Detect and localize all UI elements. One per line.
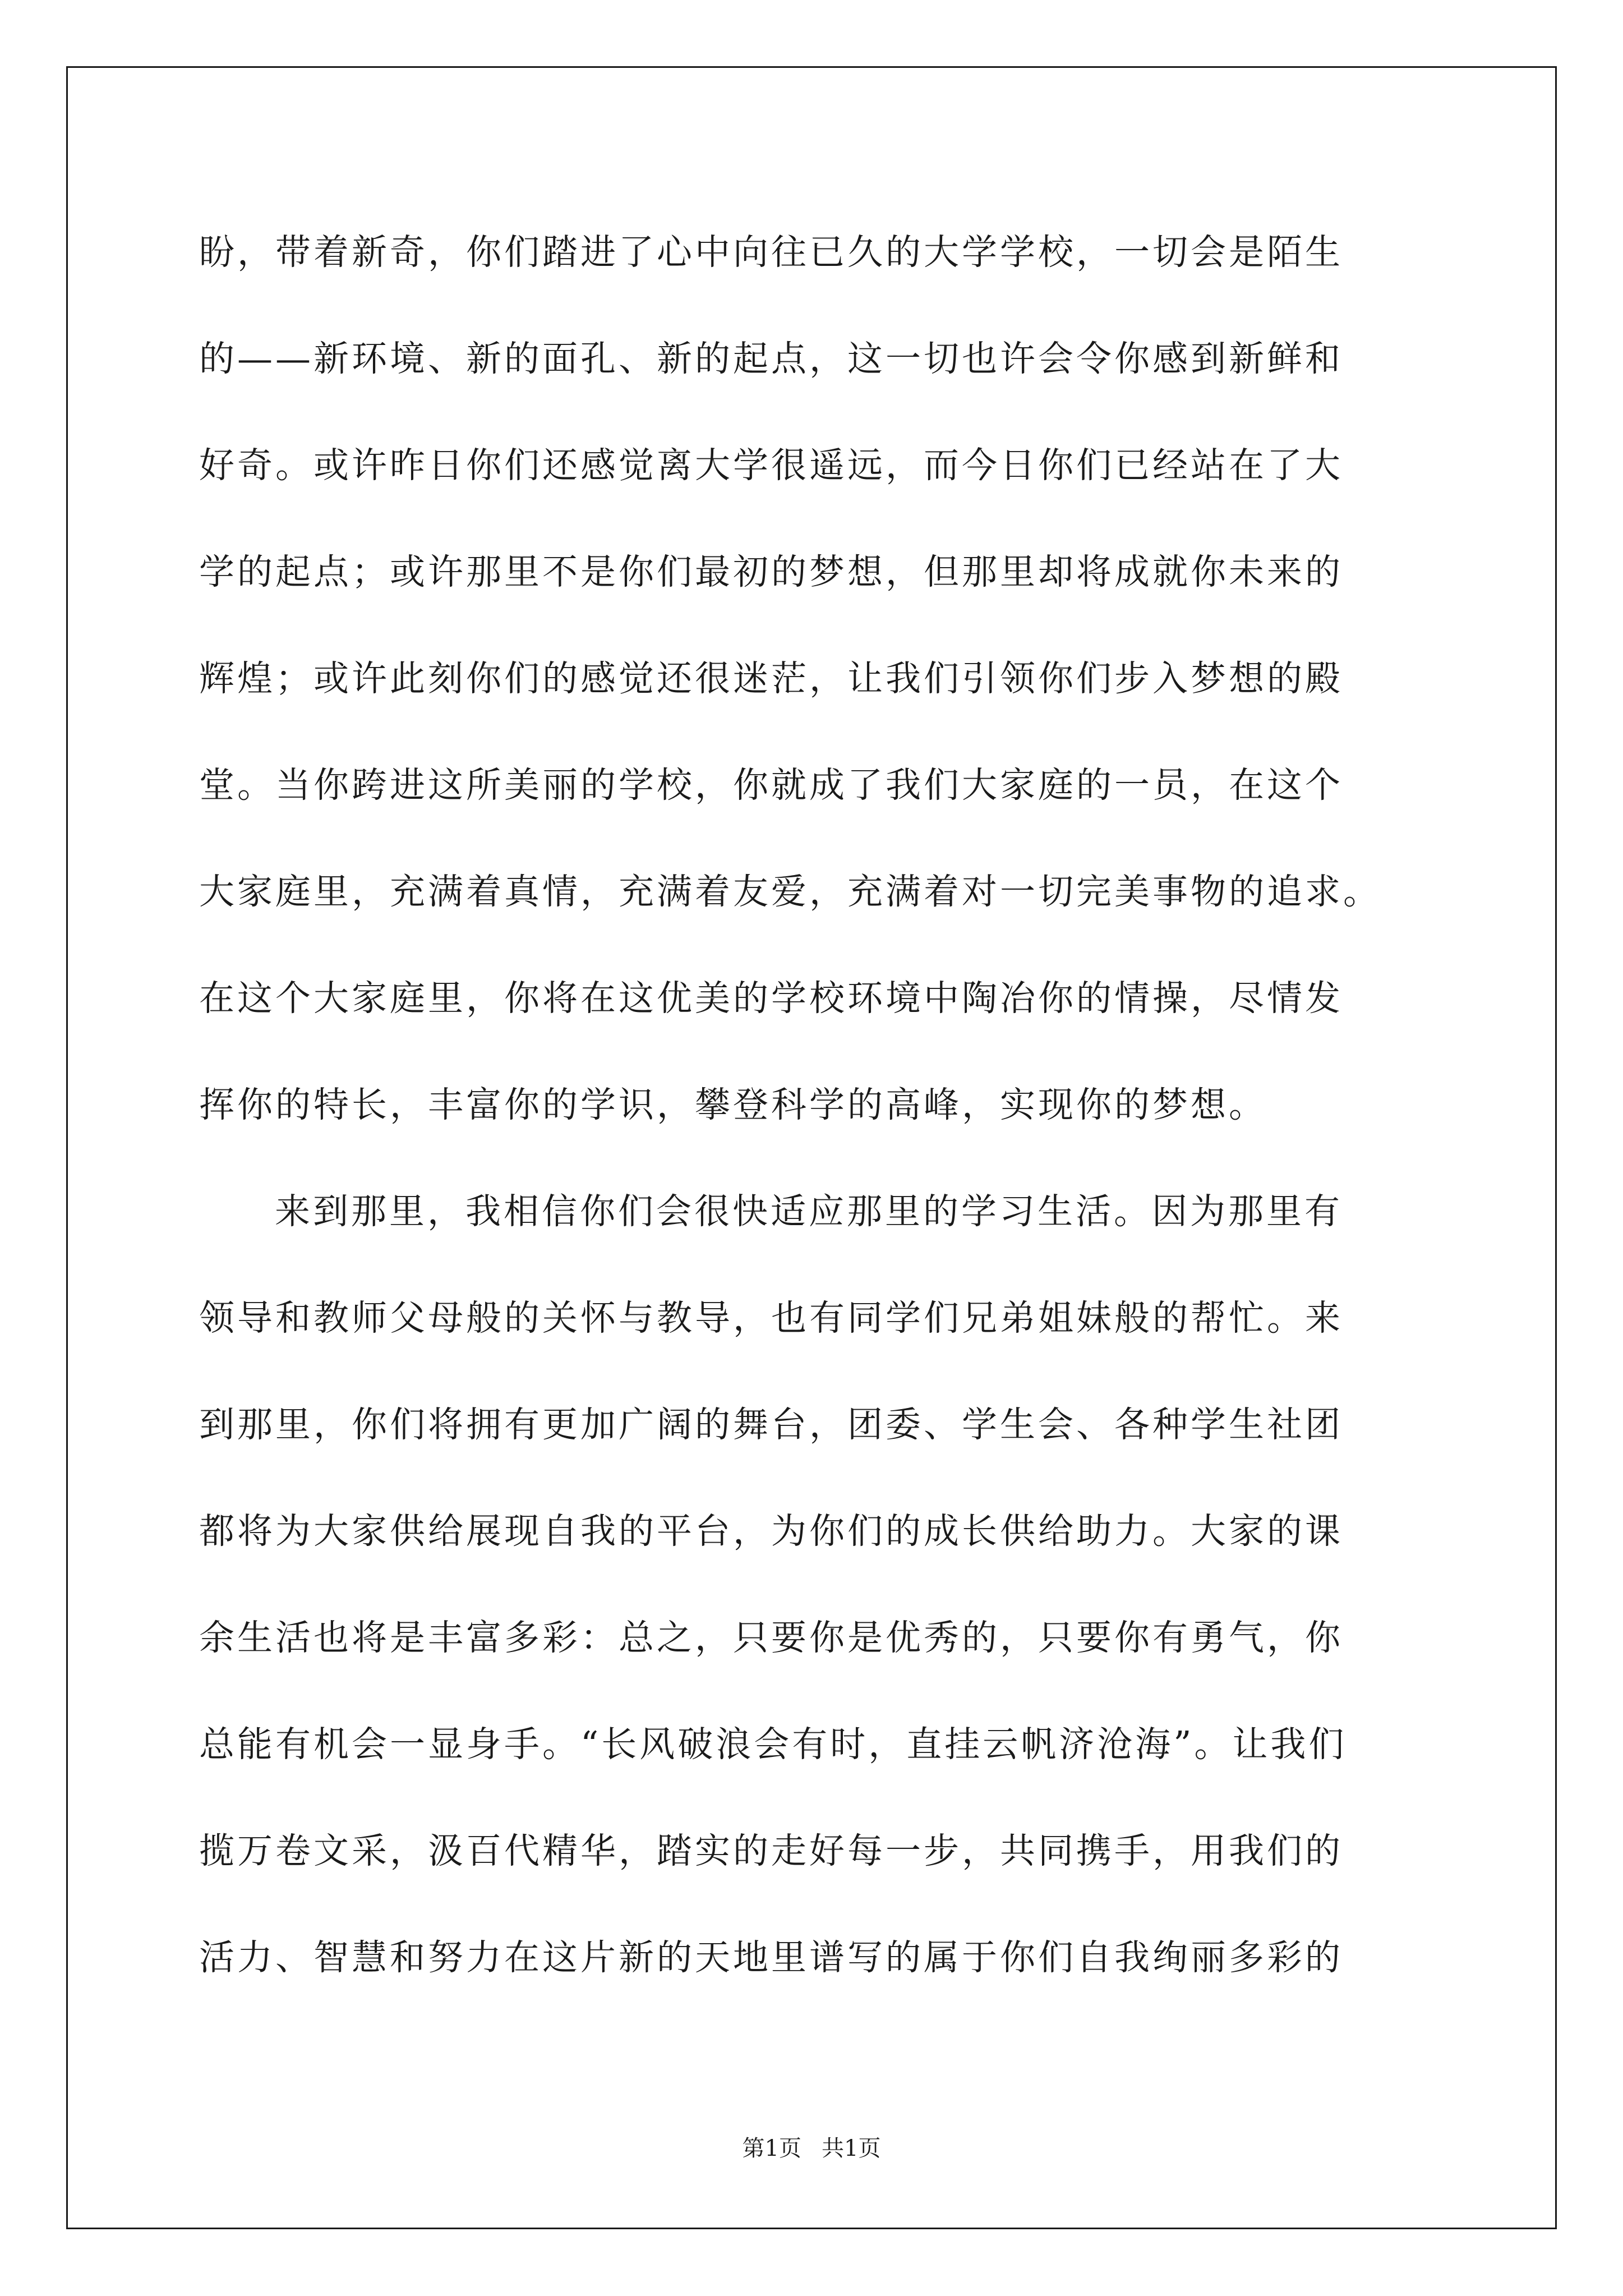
paragraph-start-line: 来到那里，我相信你们会很快适应那里的学习生活。因为那里有 xyxy=(275,1191,1343,1232)
text-line: 大家庭里，充满着真情，充满着友爱，充满着对一切完美事物的追求。 xyxy=(199,871,1381,912)
text-line: 学的起点；或许那里不是你们最初的梦想，但那里却将成就你未来的 xyxy=(199,551,1343,592)
page-number: 第1页 xyxy=(742,2136,801,2161)
page-border xyxy=(66,66,1557,2229)
text-line: 余生活也将是丰富多彩：总之，只要你是优秀的，只要你有勇气，你 xyxy=(199,1617,1343,1658)
text-line: 总能有机会一显身手。“长风破浪会有时，直挂云帆济沧海”。让我们 xyxy=(199,1724,1347,1765)
text-line: 的——新环境、新的面孔、新的起点，这一切也许会令你感到新鲜和 xyxy=(199,338,1343,379)
text-line: 辉煌；或许此刻你们的感觉还很迷茫，让我们引领你们步入梦想的殿 xyxy=(199,658,1343,699)
text-line: 盼，带着新奇，你们踏进了心中向往已久的大学学校，一切会是陌生 xyxy=(199,232,1343,273)
text-line: 都将为大家供给展现自我的平台，为你们的成长供给助力。大家的课 xyxy=(199,1511,1343,1552)
text-line: 挥你的特长，丰富你的学识，攀登科学的高峰，实现你的梦想。 xyxy=(199,1084,1267,1125)
text-line: 揽万卷文采，汲百代精华，踏实的走好每一步，共同携手，用我们的 xyxy=(199,1830,1343,1871)
text-line: 领导和教师父母般的关怀与教导，也有同学们兄弟姐妹般的帮忙。来 xyxy=(199,1297,1343,1338)
page-count: 共1页 xyxy=(822,2136,881,2161)
text-line: 在这个大家庭里，你将在这优美的学校环境中陶冶你的情操，尽情发 xyxy=(199,978,1343,1019)
text-line: 堂。当你跨进这所美丽的学校，你就成了我们大家庭的一员，在这个 xyxy=(199,765,1343,806)
text-line: 活力、智慧和努力在这片新的天地里谱写的属于你们自我绚丽多彩的 xyxy=(199,1937,1343,1978)
text-line: 好奇。或许昨日你们还感觉离大学很遥远，而今日你们已经站在了大 xyxy=(199,445,1343,486)
page-footer xyxy=(0,2132,1623,2165)
text-line: 到那里，你们将拥有更加广阔的舞台，团委、学生会、各种学生社团 xyxy=(199,1404,1343,1445)
